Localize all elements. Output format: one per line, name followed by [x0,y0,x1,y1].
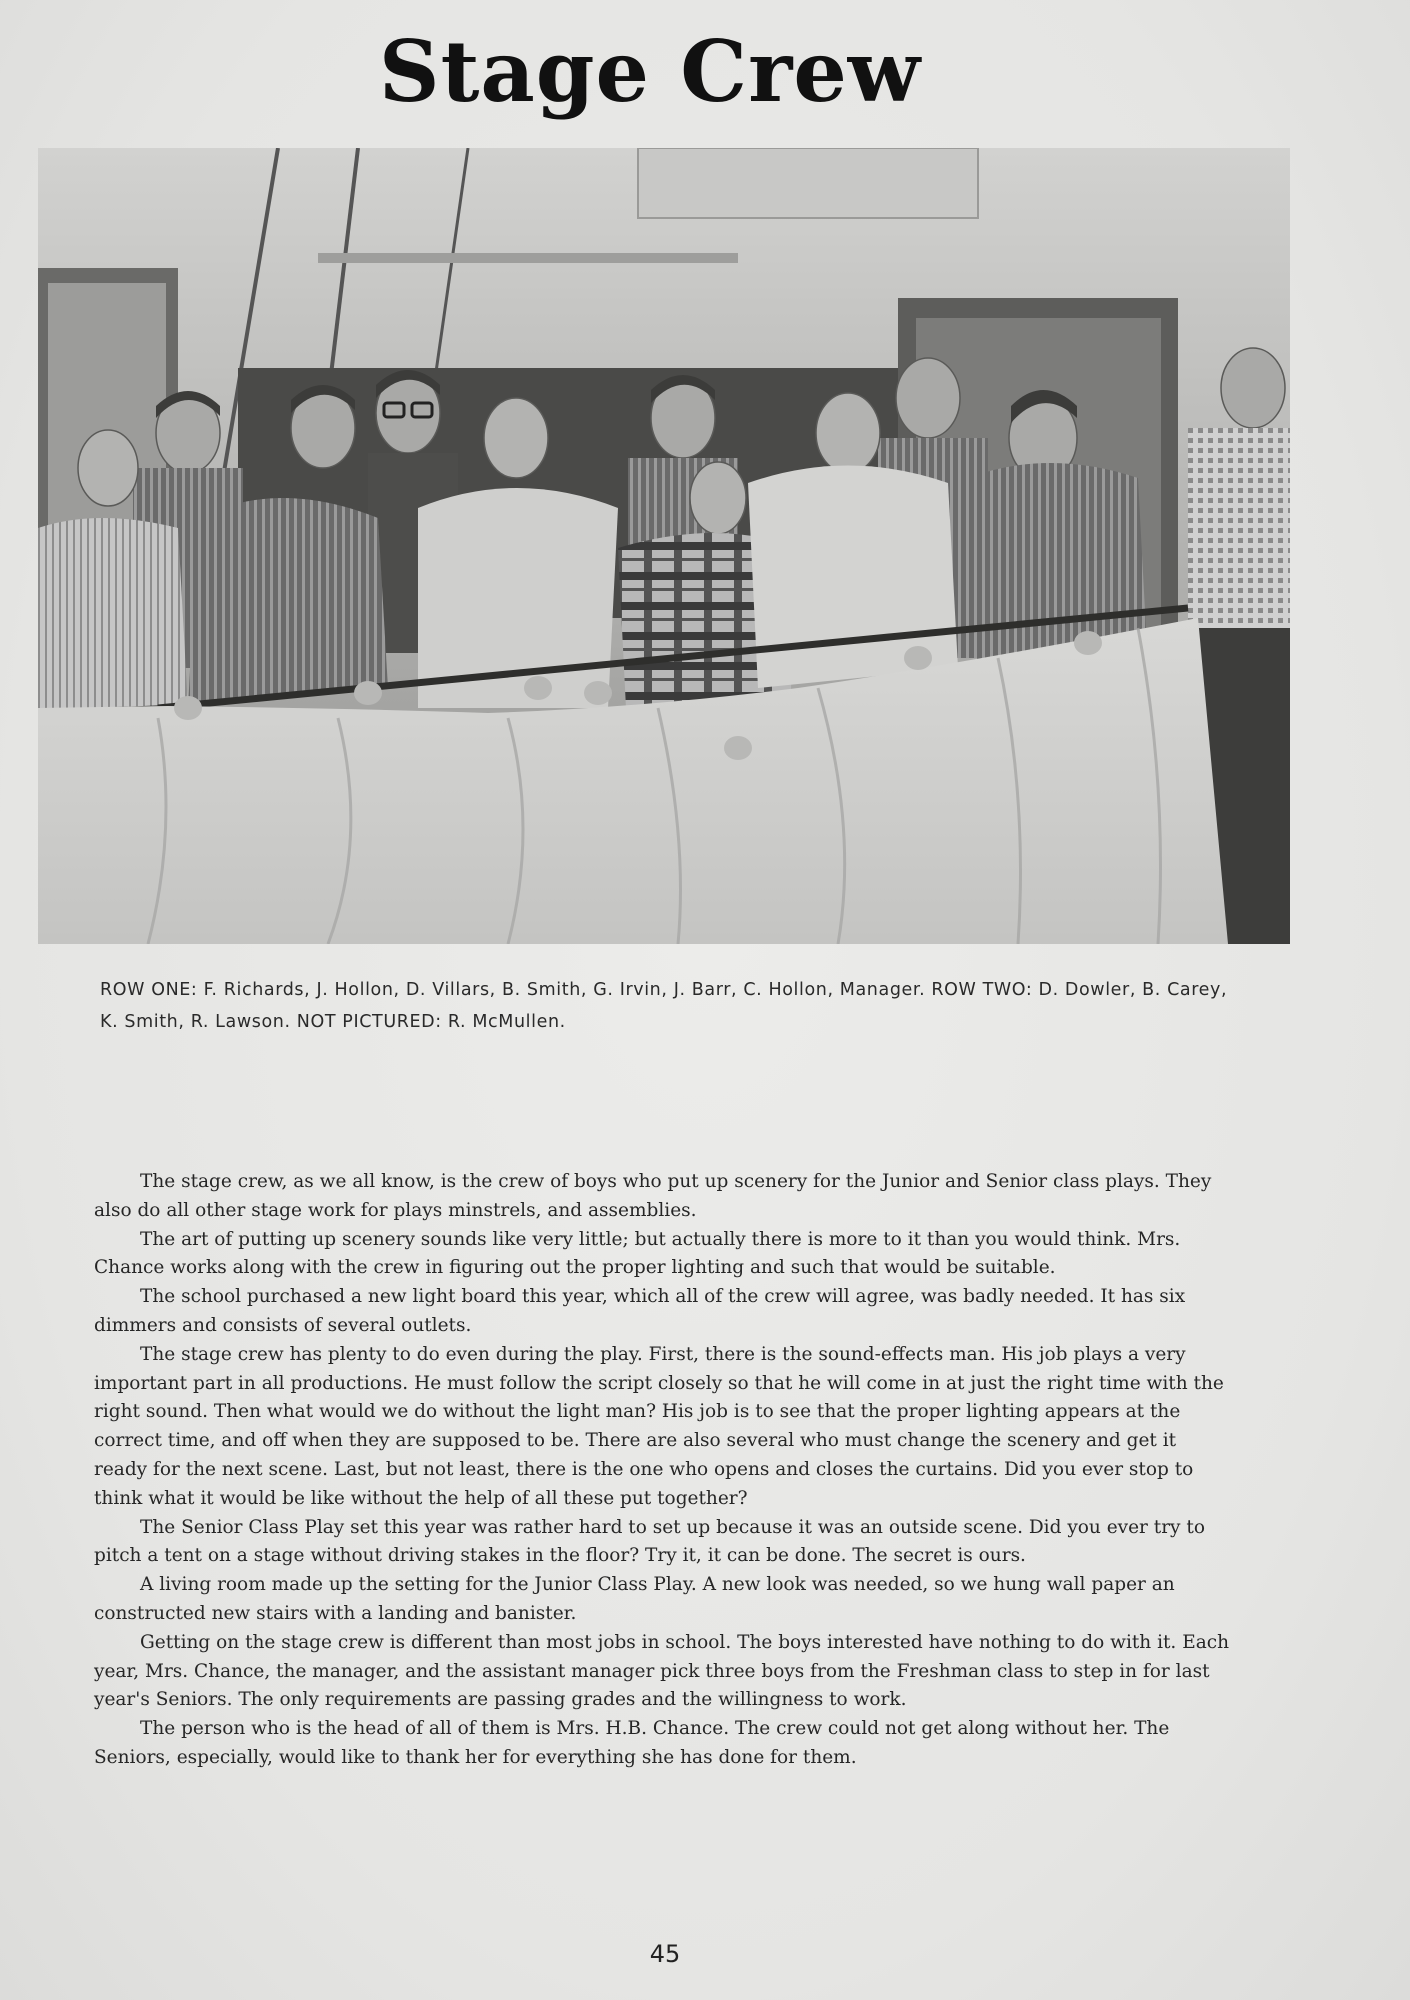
paragraph: The person who is the head of all of them is Mrs. H.B. Chance. The crew could not get along without her. The Seniors, especially, would like to thank her for everything she has done for them. [94,1718,1170,1768]
article-body [94,1168,1234,1773]
paragraph: A living room made up the setting for the Junior Class Play. A new look was needed, so we hung wall paper an constructed new stairs with a landing and banister. [94,1574,1175,1624]
page-number: 45 [649,1940,681,1968]
page-title: Stage Crew [378,22,922,121]
paragraph: The school purchased a new light board this year, which all of the crew will agree, was badly needed. It has six dimmers and consists of several outlets. [94,1286,1186,1336]
paragraph: The Senior Class Play set this year was rather hard to set up because it was an outside scene. Did you ever try to pitch a tent on a stage without driving stakes in the floor? Try it, it can be done. The secret is ours. [94,1516,1205,1567]
paragraph: The stage crew has plenty to do even during the play. First, there is the sound-effects man. His job plays a very important part in all productions. He must follow the script closely so that he will come in at just the right time with the right sound. Then what would we do without the light man? His job is to see that the proper lighting appears at the correct time, and off when they are supposed to be. There are also several who must change the scenery and get it ready for the next scene. Last, but not least, there is the one who opens and closes the curtains. Did you ever stop to think what it would be like without the help of all these put together? [94,1343,1224,1509]
paragraph: The stage crew, as we all know, is the crew of boys who put up scenery for the Junior and Senior class plays. They also do all other stage work for plays minstrels, and assemblies. [94,1171,1212,1221]
photo-caption: ROW ONE: F. Richards, J. Hollon, D. Villars, B. Smith, G. Irvin, J. Barr, C. Hollon, Manager. ROW TWO: D. Dowler, B. Carey, K. Smith, R. Lawson. NOT PICTURED: R. McMullen. [100,980,1228,1032]
paragraph: Getting on the stage crew is different than most jobs in school. The boys interested have nothing to do with it. Each year, Mrs. Chance, the manager, and the assistant manager pick three boys from the Freshman class to step in for last year's Seniors. The only requirements are passing grades and the willingness to work. [94,1631,1230,1711]
group-photo [38,148,1290,944]
paragraph: The art of putting up scenery sounds like very little; but actually there is more to it than you would think. Mrs. Chance works along with the crew in figuring out the proper lighting and such that would be suitable. [94,1228,1181,1279]
